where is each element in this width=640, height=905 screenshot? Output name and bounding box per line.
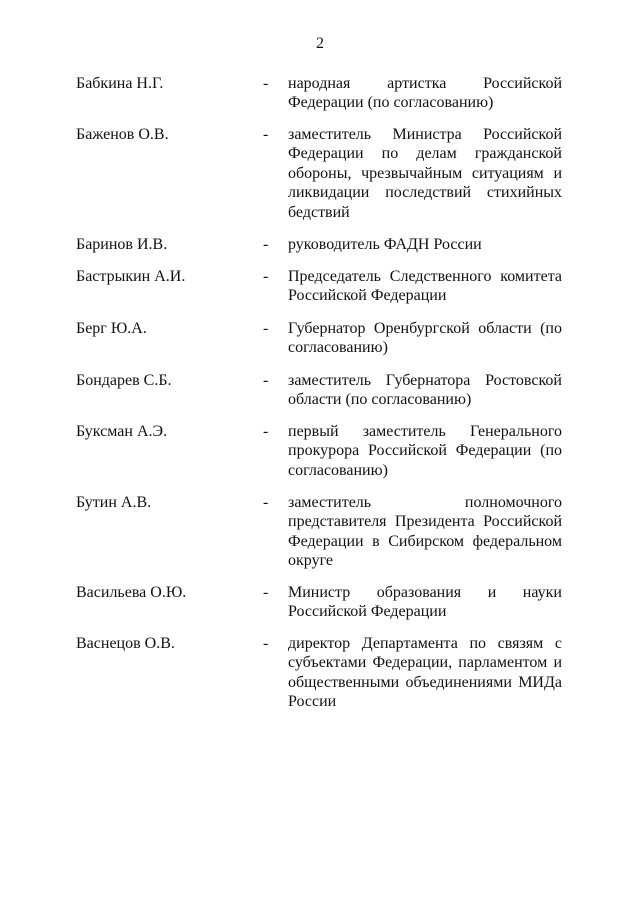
member-position: директор Департамента по связям с субъектами Федерации, парламентом и общественными объединениями МИДа России	[288, 635, 562, 711]
entry-dash: -	[263, 126, 269, 143]
entry-dash: -	[263, 320, 269, 337]
member-position: Председатель Следственного комитета Российской Федерации	[288, 268, 562, 305]
member-position: руководитель ФАДН России	[288, 236, 482, 253]
page-number: 2	[316, 35, 324, 52]
entry-dash: -	[263, 236, 269, 253]
member-name: Берг Ю.А.	[76, 320, 147, 337]
member-name: Васнецов О.В.	[76, 635, 175, 652]
member-position: заместитель Губернатора Ростовской области (по согласованию)	[288, 372, 562, 409]
entry-dash: -	[263, 268, 269, 285]
member-name: Бабкина Н.Г.	[76, 75, 164, 92]
entry-dash: -	[263, 423, 269, 440]
entry-dash: -	[263, 372, 269, 389]
member-name: Бондарев С.Б.	[76, 372, 172, 389]
member-name: Бастрыкин А.И.	[76, 268, 186, 285]
member-name: Баженов О.В.	[76, 126, 169, 143]
member-name: Бутин А.В.	[76, 494, 152, 511]
member-name: Буксман А.Э.	[76, 423, 168, 440]
member-position: народная артистка Российской Федерации (по согласованию)	[288, 75, 562, 112]
member-position: заместитель Министра Российской Федерации по делам гражданской обороны, чрезвычайным ситуациям и ликвидации последствий стихийных бедствий	[288, 126, 562, 221]
member-name: Баринов И.В.	[76, 236, 168, 253]
entry-dash: -	[263, 584, 269, 601]
member-name: Васильева О.Ю.	[76, 584, 187, 601]
entry-dash: -	[263, 75, 269, 92]
member-position: Губернатор Оренбургской области (по согласованию)	[288, 320, 562, 357]
entry-dash: -	[263, 494, 269, 511]
member-position: первый заместитель Генерального прокурора Российской Федерации (по согласованию)	[288, 423, 562, 479]
member-position: Министр образования и науки Российской Федерации	[288, 584, 562, 621]
entry-dash: -	[263, 635, 269, 652]
member-position: заместитель полномочного представителя Президента Российской Федерации в Сибирском федеральном округе	[288, 494, 562, 570]
